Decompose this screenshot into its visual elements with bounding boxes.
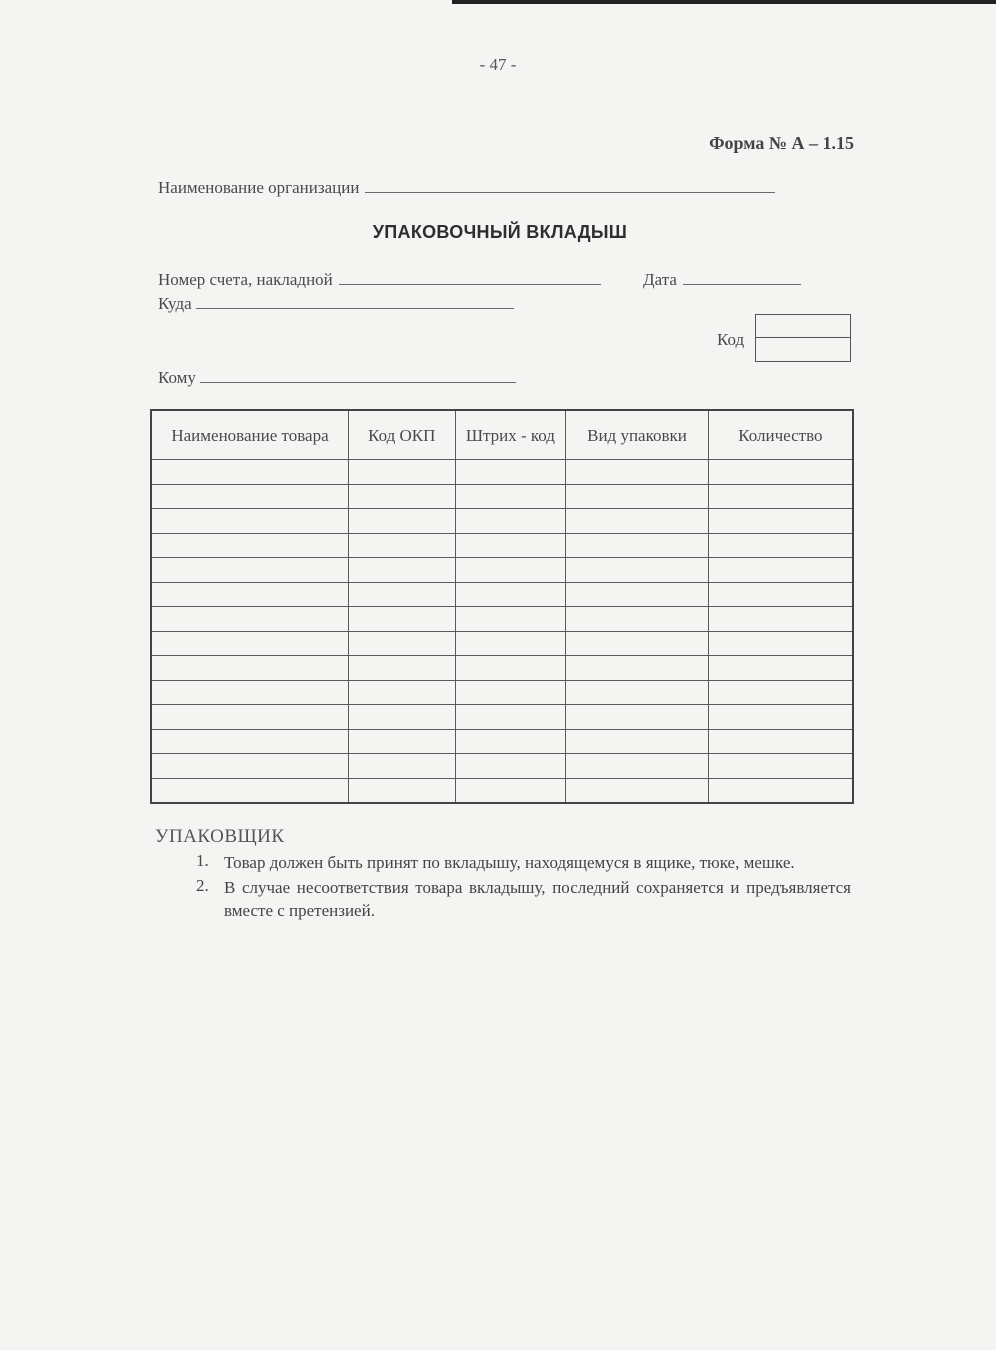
goods-table-cell[interactable] <box>455 582 566 607</box>
goods-table-cell[interactable] <box>348 729 455 754</box>
recipient-field <box>158 368 516 388</box>
code-box[interactable] <box>755 314 851 362</box>
goods-table-cell[interactable] <box>566 729 709 754</box>
goods-table-cell[interactable] <box>348 631 455 656</box>
goods-table-row <box>151 460 853 485</box>
document-title: УПАКОВОЧНЫЙ ВКЛАДЫШ <box>372 222 628 242</box>
header-quantity: Количество <box>708 410 853 460</box>
goods-table-cell[interactable] <box>151 729 348 754</box>
goods-table-cell[interactable] <box>151 705 348 730</box>
goods-table-cell[interactable] <box>708 533 853 558</box>
goods-table-cell[interactable] <box>151 754 348 779</box>
recipient-label: Кому <box>158 368 196 387</box>
goods-table-cell[interactable] <box>348 460 455 485</box>
notes-list <box>196 851 851 924</box>
goods-table-cell[interactable] <box>455 607 566 632</box>
goods-table-row <box>151 754 853 779</box>
goods-table-cell[interactable] <box>566 558 709 583</box>
goods-table-cell[interactable] <box>348 509 455 534</box>
goods-table-row <box>151 631 853 656</box>
goods-table-cell[interactable] <box>566 533 709 558</box>
goods-table-cell[interactable] <box>566 754 709 779</box>
date-field <box>643 270 801 290</box>
goods-table-cell[interactable] <box>348 778 455 803</box>
goods-table-cell[interactable] <box>455 754 566 779</box>
goods-table-cell[interactable] <box>151 460 348 485</box>
goods-table-cell[interactable] <box>348 705 455 730</box>
goods-table-cell[interactable] <box>708 631 853 656</box>
note-number: 1. <box>196 851 209 870</box>
goods-table-cell[interactable] <box>708 705 853 730</box>
goods-table-cell[interactable] <box>708 582 853 607</box>
invoice-field <box>158 270 601 290</box>
goods-table-cell[interactable] <box>566 656 709 681</box>
invoice-label: Номер счета, накладной <box>158 270 333 289</box>
destination-label: Куда <box>158 294 192 313</box>
goods-table-cell[interactable] <box>455 680 566 705</box>
page-number: - 47 - <box>479 55 517 74</box>
goods-table-cell[interactable] <box>455 558 566 583</box>
goods-table-row <box>151 484 853 509</box>
goods-table-cell[interactable] <box>348 754 455 779</box>
goods-table-cell[interactable] <box>348 680 455 705</box>
organization-field <box>158 178 775 198</box>
note-text: Товар должен быть принят по вкладышу, находящемуся в ящике, тюке, мешке. <box>224 853 795 872</box>
goods-table-cell[interactable] <box>151 582 348 607</box>
date-label: Дата <box>643 270 677 289</box>
goods-table-cell[interactable] <box>708 509 853 534</box>
goods-table-cell[interactable] <box>151 631 348 656</box>
goods-table-cell[interactable] <box>455 509 566 534</box>
date-blank-line[interactable] <box>683 270 801 285</box>
goods-table-cell[interactable] <box>708 778 853 803</box>
goods-table-cell[interactable] <box>151 680 348 705</box>
goods-table-cell[interactable] <box>566 460 709 485</box>
goods-table-cell[interactable] <box>708 656 853 681</box>
note-item <box>196 876 851 922</box>
organization-label: Наименование организации <box>158 178 360 197</box>
destination-blank-line[interactable] <box>196 294 514 309</box>
goods-table-cell[interactable] <box>151 778 348 803</box>
goods-table-cell[interactable] <box>566 705 709 730</box>
header-barcode: Штрих - код <box>455 410 566 460</box>
packer-label: УПАКОВЩИК <box>155 826 285 847</box>
goods-table-cell[interactable] <box>348 656 455 681</box>
note-text: В случае несоответствия товара вкладышу, последний сохраняется и предъявляется вместе с претензией. <box>224 878 851 920</box>
form-number: Форма № А – 1.15 <box>709 133 854 153</box>
goods-table-cell[interactable] <box>708 460 853 485</box>
goods-table-row <box>151 656 853 681</box>
goods-table-cell[interactable] <box>708 729 853 754</box>
goods-table-row <box>151 533 853 558</box>
code-box-divider <box>756 337 850 338</box>
goods-table-row <box>151 582 853 607</box>
invoice-blank-line[interactable] <box>339 270 601 285</box>
recipient-blank-line[interactable] <box>200 368 516 383</box>
goods-table-cell[interactable] <box>566 484 709 509</box>
goods-table-cell[interactable] <box>566 778 709 803</box>
header-product-name: Наименование товара <box>151 410 348 460</box>
goods-table-row <box>151 558 853 583</box>
goods-table-cell[interactable] <box>708 607 853 632</box>
goods-table-cell[interactable] <box>455 729 566 754</box>
goods-table-cell[interactable] <box>151 607 348 632</box>
goods-table-row <box>151 729 853 754</box>
goods-table-cell[interactable] <box>151 484 348 509</box>
top-edge-rule <box>452 0 996 4</box>
organization-blank-line[interactable] <box>365 178 775 193</box>
goods-table-cell[interactable] <box>455 631 566 656</box>
note-number: 2. <box>196 876 209 895</box>
goods-table-row <box>151 607 853 632</box>
goods-table-cell[interactable] <box>455 778 566 803</box>
goods-table-cell[interactable] <box>566 582 709 607</box>
goods-table-cell[interactable] <box>566 680 709 705</box>
goods-table-cell[interactable] <box>455 533 566 558</box>
goods-table-cell[interactable] <box>151 656 348 681</box>
code-label: Код <box>717 330 745 349</box>
goods-table-cell[interactable] <box>348 607 455 632</box>
goods-table <box>150 409 854 804</box>
destination-field <box>158 294 514 314</box>
goods-table-header-row <box>151 410 853 460</box>
goods-table-cell[interactable] <box>348 558 455 583</box>
goods-table-cell[interactable] <box>566 509 709 534</box>
goods-table-cell[interactable] <box>151 533 348 558</box>
goods-table-cell[interactable] <box>151 558 348 583</box>
goods-table-cell[interactable] <box>455 656 566 681</box>
goods-table-row <box>151 705 853 730</box>
goods-table-cell[interactable] <box>455 460 566 485</box>
goods-table-cell[interactable] <box>455 484 566 509</box>
goods-table-body <box>151 460 853 804</box>
goods-table-cell[interactable] <box>348 582 455 607</box>
goods-table-cell[interactable] <box>708 680 853 705</box>
goods-table-cell[interactable] <box>566 631 709 656</box>
goods-table-cell[interactable] <box>151 509 348 534</box>
goods-table-cell[interactable] <box>708 484 853 509</box>
goods-table-cell[interactable] <box>455 705 566 730</box>
header-packaging-type: Вид упаковки <box>566 410 709 460</box>
header-okp-code: Код ОКП <box>348 410 455 460</box>
goods-table-cell[interactable] <box>348 533 455 558</box>
goods-table-cell[interactable] <box>708 558 853 583</box>
note-item <box>196 851 851 874</box>
goods-table-cell[interactable] <box>708 754 853 779</box>
goods-table-row <box>151 509 853 534</box>
goods-table-cell[interactable] <box>348 484 455 509</box>
goods-table-row <box>151 680 853 705</box>
goods-table-row <box>151 778 853 803</box>
goods-table-cell[interactable] <box>566 607 709 632</box>
